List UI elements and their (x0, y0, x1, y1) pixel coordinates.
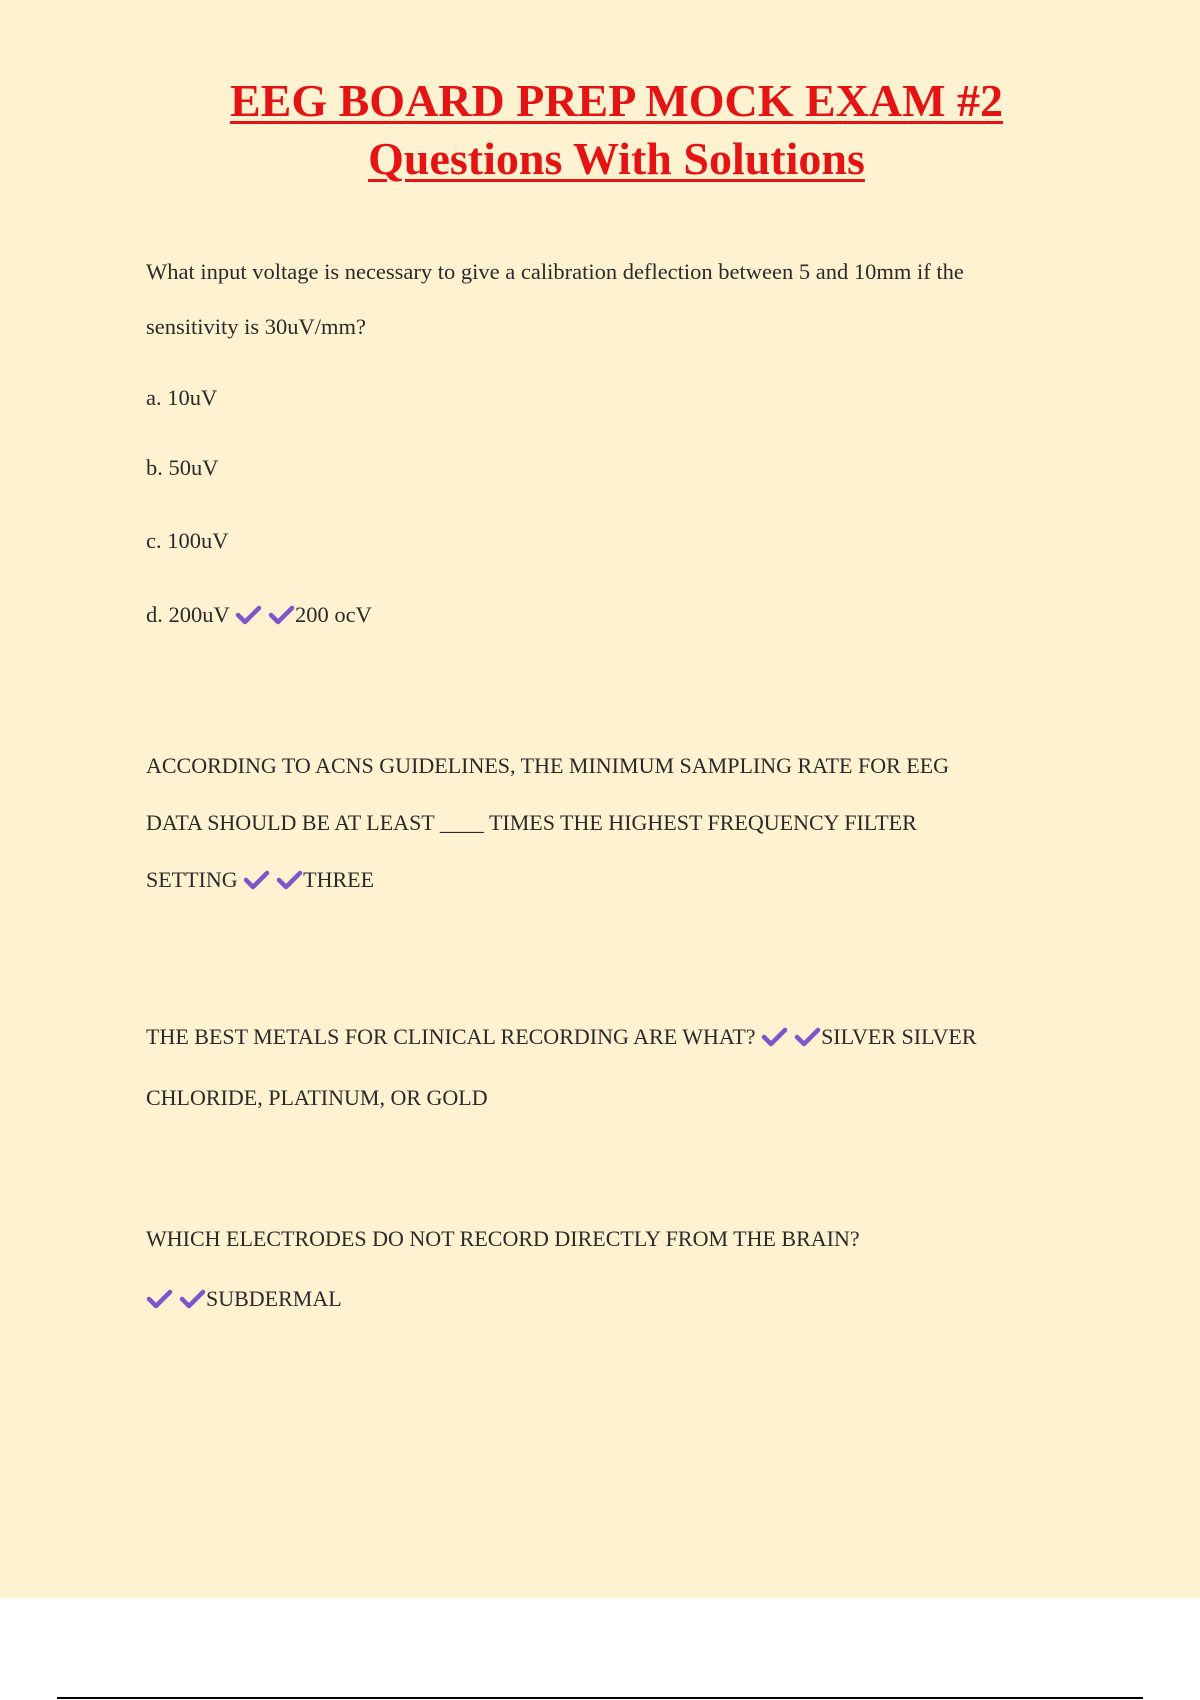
question-4-answer: SUBDERMAL (206, 1286, 342, 1311)
question-2-text (146, 737, 949, 908)
check-icon (235, 605, 262, 625)
check-icon (179, 1289, 206, 1309)
question-1-option-d: d. 200uV (146, 602, 230, 627)
check-icon (146, 1289, 173, 1309)
document-title (0, 72, 1200, 188)
question-3-text (146, 1006, 977, 1128)
question-1-text (146, 244, 964, 354)
check-icon (276, 870, 303, 890)
question-4-text (146, 1209, 860, 1329)
check-icon (243, 870, 270, 890)
check-icon (268, 605, 295, 625)
question-1-option-b: b. 50uV (146, 455, 219, 480)
title-line-2: Questions With Solutions (368, 133, 865, 184)
question-2-line-1: ACCORDING TO ACNS GUIDELINES, THE MINIMUM SAMPLING RATE FOR EEG (146, 753, 950, 778)
question-1-option-d-with-answer (146, 602, 372, 628)
question-1-line-2: sensitivity is 30uV/mm? (146, 314, 367, 339)
question-3-answer-line-1: SILVER SILVER (821, 1024, 977, 1049)
question-4-line-1: WHICH ELECTRODES DO NOT RECORD DIRECTLY FROM THE BRAIN? (146, 1226, 860, 1251)
check-icon (794, 1027, 821, 1047)
question-2-answer: THREE (303, 867, 375, 892)
title-line-1: EEG BOARD PREP MOCK EXAM #2 (229, 75, 1004, 126)
question-1-option-a: a. 10uV (146, 385, 218, 410)
question-2-line-3: SETTING (146, 867, 238, 892)
question-1-option-c: c. 100uV (146, 528, 229, 553)
question-2-line-2: DATA SHOULD BE AT LEAST ____ TIMES THE HIGHEST FREQUENCY FILTER (146, 810, 917, 835)
check-icon (761, 1027, 788, 1047)
question-3-answer-line-2: CHLORIDE, PLATINUM, OR GOLD (146, 1085, 488, 1110)
footer-divider (57, 1697, 1143, 1699)
question-1-answer: 200 ocV (294, 602, 372, 627)
question-3-line-1: THE BEST METALS FOR CLINICAL RECORDING ARE WHAT? (146, 1024, 756, 1049)
question-1-line-1: What input voltage is necessary to give a calibration deflection between 5 and 10mm if the (146, 259, 964, 284)
